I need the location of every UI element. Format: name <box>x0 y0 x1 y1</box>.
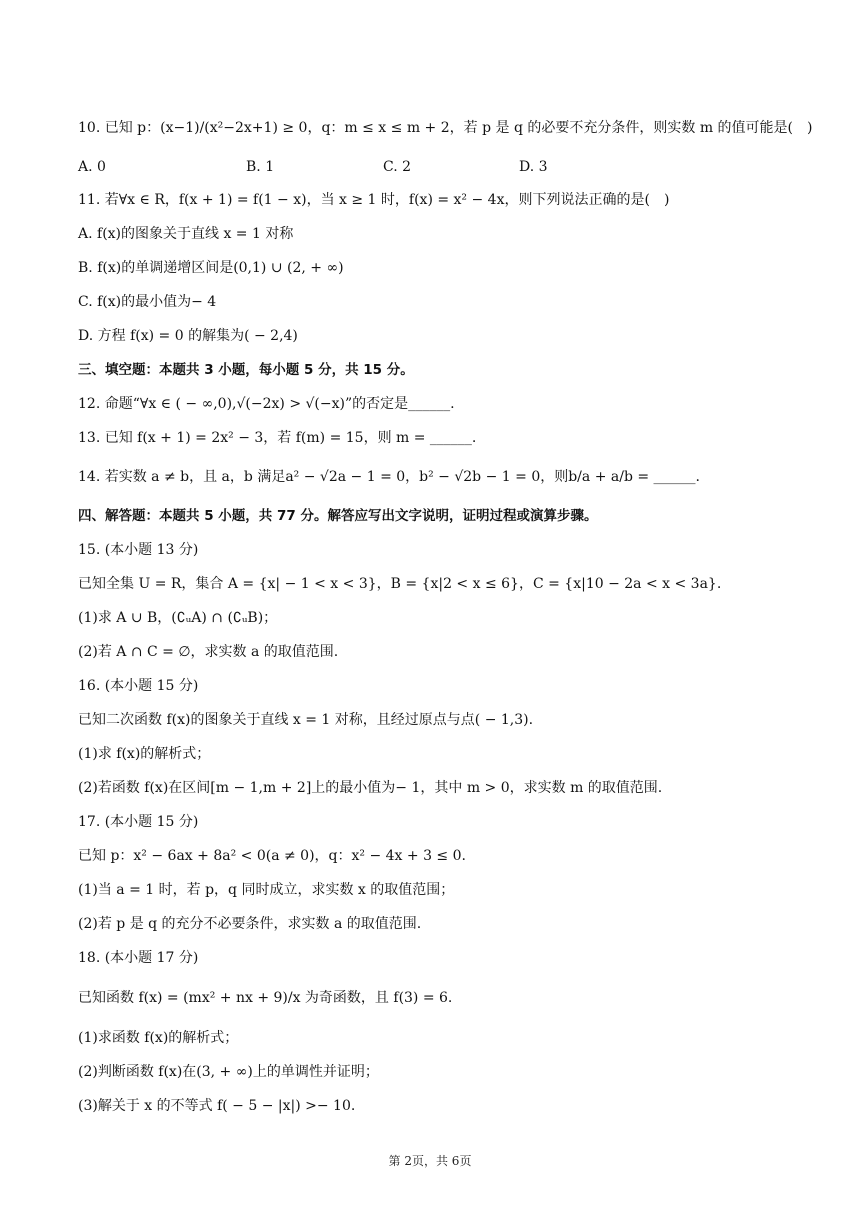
question-18-part-3: (3)解关于 x 的不等式 f( − 5 − |x|) >− 10. <box>78 1098 356 1114</box>
section-fill-in-heading: 三、填空题：本题共 3 小题，每小题 5 分，共 15 分。 <box>78 362 414 378</box>
question-18-heading: 18. (本小题 17 分) <box>78 950 199 966</box>
q10-option-b: B. 1 <box>246 159 275 175</box>
question-11: 11. 若∀x ∈ R，f(x + 1) = f(1 − x)，当 x ≥ 1 时，f(x) = x² − 4x，则下列说法正确的是( ) <box>78 192 670 208</box>
q11-option-b: B. f(x)的单调递增区间是(0,1) ∪ (2, + ∞) <box>78 260 344 276</box>
q11-option-c: C. f(x)的最小值为− 4 <box>78 294 217 310</box>
q11-option-d: D. 方程 f(x) = 0 的解集为( − 2,4) <box>78 328 298 344</box>
page-footer: 第 2页，共 6页 <box>388 1154 472 1168</box>
question-18-text: 已知函数 f(x) = (mx² + nx + 9)/x 为奇函数，且 f(3) = 6. <box>78 990 453 1006</box>
question-17-text: 已知 p：x² − 6ax + 8a² < 0(a ≠ 0)，q：x² − 4x + 3 ≤ 0. <box>78 848 466 864</box>
question-17-part-1: (1)当 a = 1 时，若 p，q 同时成立，求实数 x 的取值范围； <box>78 882 455 898</box>
q10-option-c: C. 2 <box>383 159 412 175</box>
question-10: 10. 已知 p：(x−1)/(x²−2x+1) ≥ 0，q：m ≤ x ≤ m + 2，若 p 是 q 的必要不充分条件，则实数 m 的值可能是( ) <box>78 120 813 136</box>
q10-option-d: D. 3 <box>519 159 548 175</box>
question-18-part-1: (1)求函数 f(x)的解析式； <box>78 1030 239 1046</box>
question-15-text: 已知全集 U = R，集合 A = {x| − 1 < x < 3}，B = {x|2 < x ≤ 6}，C = {x|10 − 2a < x < 3a}. <box>78 576 722 592</box>
section-solutions-heading: 四、解答题：本题共 5 小题，共 77 分。解答应写出文字说明，证明过程或演算步骤。 <box>78 508 598 524</box>
question-15-heading: 15. (本小题 13 分) <box>78 542 199 558</box>
question-17-part-2: (2)若 p 是 q 的充分不必要条件，求实数 a 的取值范围. <box>78 916 422 932</box>
q11-option-a: A. f(x)的图象关于直线 x = 1 对称 <box>78 226 294 242</box>
question-16-part-1: (1)求 f(x)的解析式； <box>78 746 211 762</box>
question-17-heading: 17. (本小题 15 分) <box>78 814 199 830</box>
question-16-text: 已知二次函数 f(x)的图象关于直线 x = 1 对称，且经过原点与点( − 1,3). <box>78 712 534 728</box>
question-12: 12. 命题“∀x ∈ ( − ∞,0),√(−2x) > √(−x)”的否定是______. <box>78 396 455 412</box>
question-15-part-2: (2)若 A ∩ C = ∅，求实数 a 的取值范围. <box>78 644 339 660</box>
question-15-part-1: (1)求 A ∪ B，(∁ᵤA) ∩ (∁ᵤB)； <box>78 610 278 626</box>
question-14: 14. 若实数 a ≠ b，且 a，b 满足a² − √2a − 1 = 0，b² − √2b − 1 = 0，则b/a + a/b = ______. <box>78 469 700 485</box>
question-16-heading: 16. (本小题 15 分) <box>78 678 199 694</box>
question-16-part-2: (2)若函数 f(x)在区间[m − 1,m + 2]上的最小值为− 1，其中 m > 0，求实数 m 的取值范围. <box>78 780 663 796</box>
question-18-part-2: (2)判断函数 f(x)在(3, + ∞)上的单调性并证明； <box>78 1064 379 1080</box>
question-13: 13. 已知 f(x + 1) = 2x² − 3，若 f(m) = 15，则 m = ______. <box>78 430 477 446</box>
q10-option-a: A. 0 <box>78 159 106 175</box>
